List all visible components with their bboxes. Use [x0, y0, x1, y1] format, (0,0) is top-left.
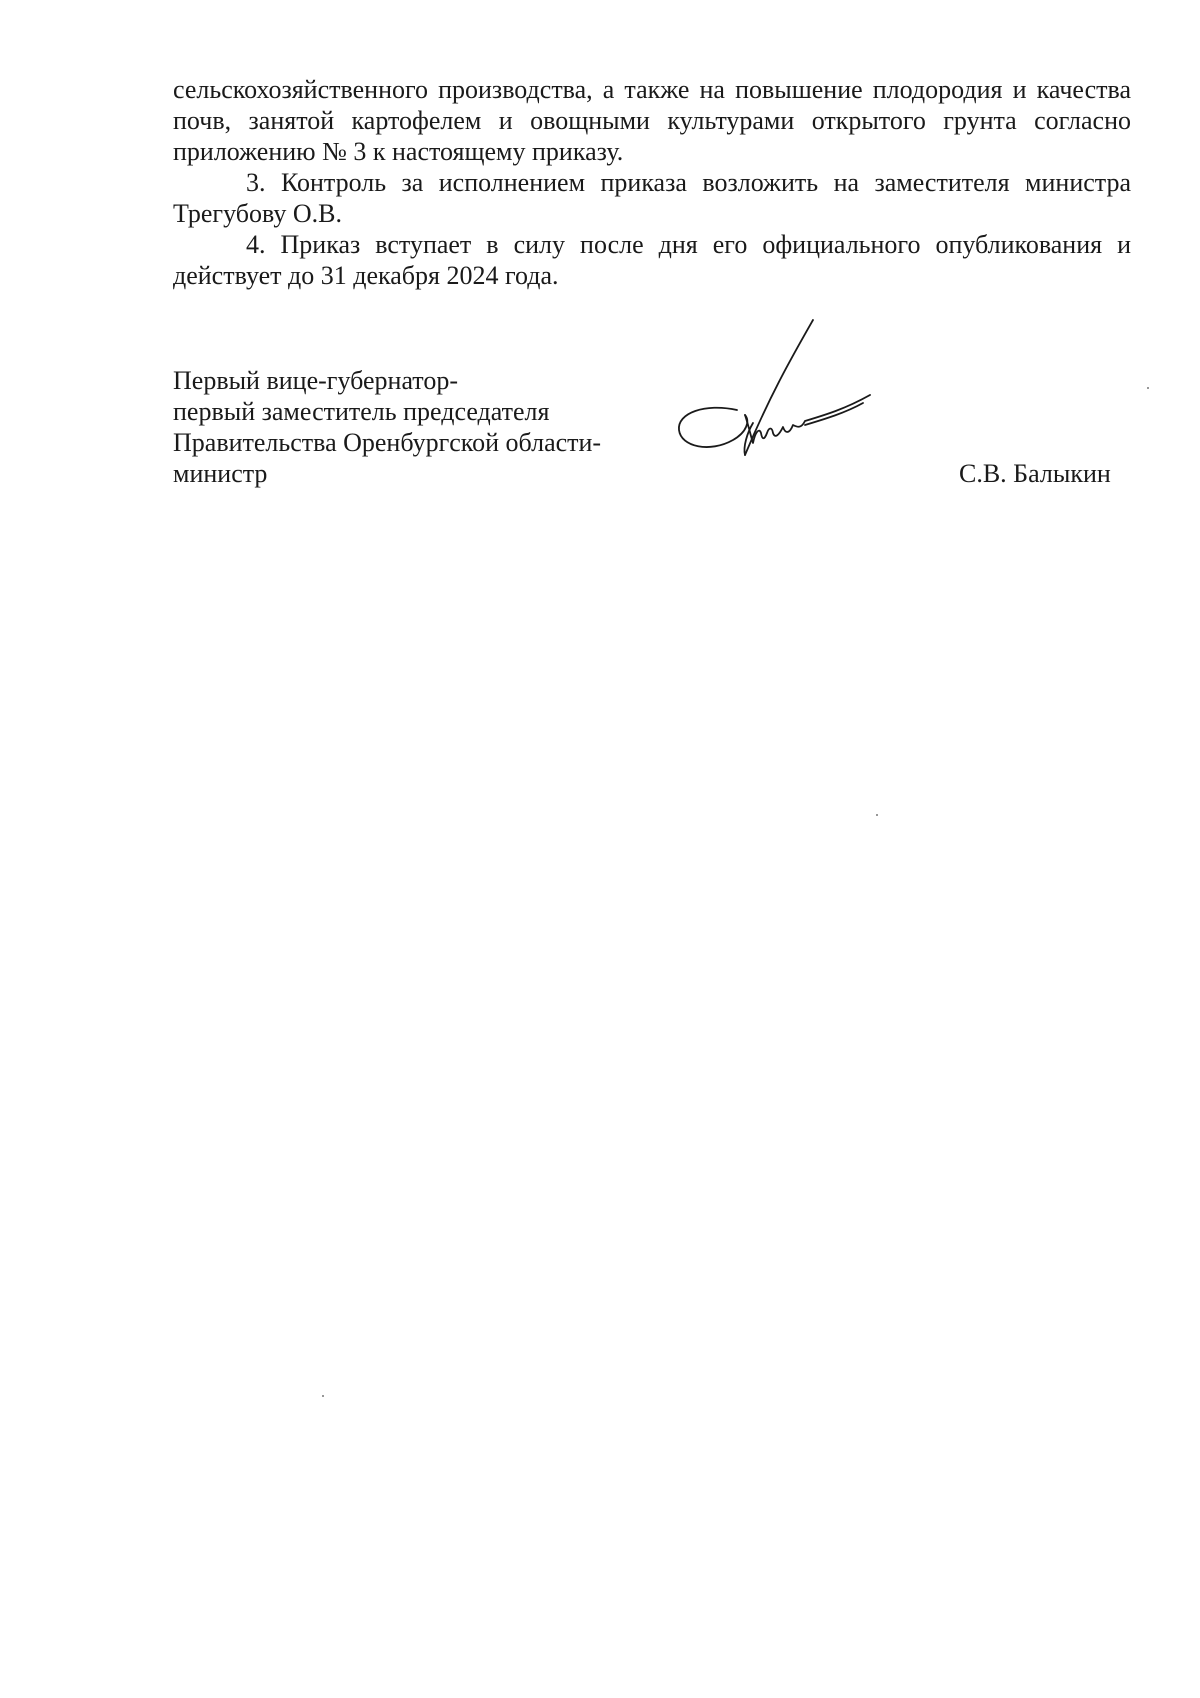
document-body: [173, 74, 1131, 291]
signatory-name: С.В. Балыкин: [959, 459, 1111, 488]
scan-speck: [1147, 387, 1149, 389]
signatory-position-line: Правительства Оренбургской области-: [173, 428, 602, 457]
scan-speck: [322, 1395, 324, 1397]
paragraph-item-3: 3. Контроль за исполнением приказа возложить на заместителя министра Трегубову О.В.: [173, 168, 1131, 228]
signatory-position-line: Первый вице-губернатор-: [173, 366, 458, 395]
signatory-position-line: первый заместитель председателя: [173, 397, 550, 426]
signatory-position: [173, 365, 673, 489]
signatory-position-line: министр: [173, 459, 268, 488]
scan-speck: [876, 814, 878, 816]
paragraph-continuation: сельскохозяйственного производства, а также на повышение плодородия и качества почв, занятой картофелем и овощными культурами открытого грунта согласно приложению № 3 к настоящему приказу.: [173, 75, 1131, 166]
paragraph-item-4: 4. Приказ вступает в силу после дня его официального опубликования и действует до 31 декабря 2024 года.: [173, 230, 1131, 290]
handwritten-signature: [665, 315, 885, 465]
